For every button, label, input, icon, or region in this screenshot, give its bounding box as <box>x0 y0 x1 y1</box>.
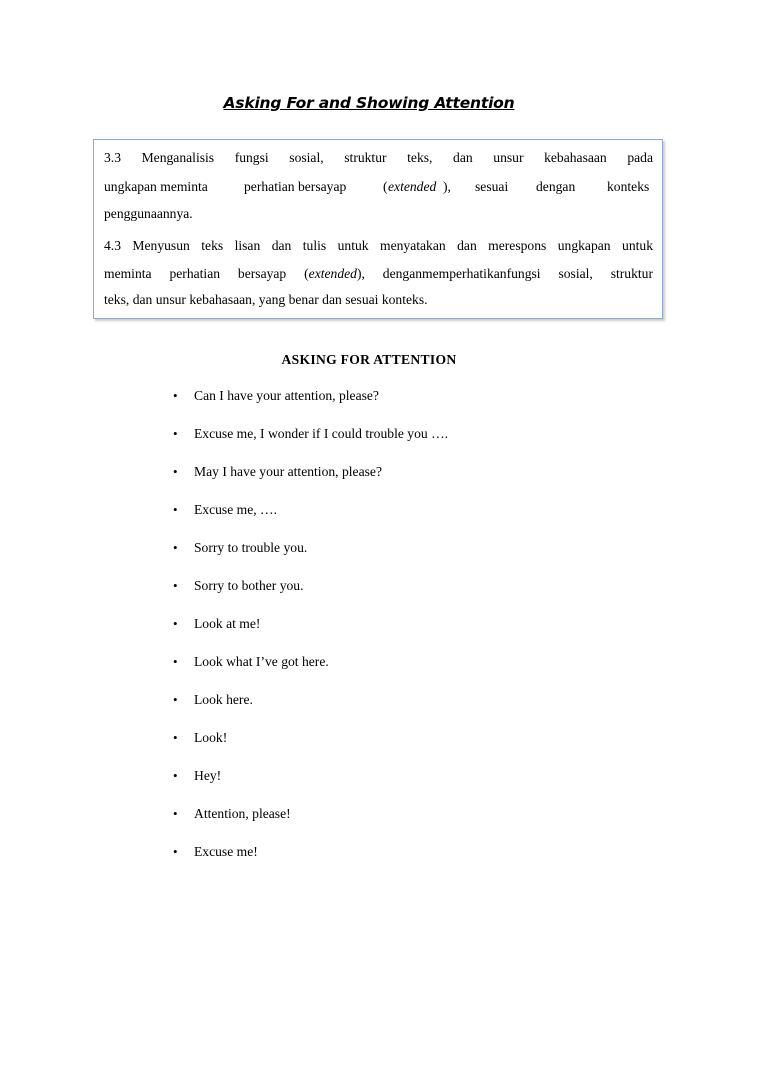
list-item-text: Look what I’ve got here. <box>194 654 329 669</box>
list-item-text: May I have your attention, please? <box>194 464 382 479</box>
kd-4-3-line-2-pre: meminta perhatian bersayap ( <box>104 266 309 281</box>
section-heading: ASKING FOR ATTENTION <box>281 352 457 367</box>
kd-3-3-line-2-konteks: konteks <box>607 179 650 194</box>
bullet-icon: • <box>173 388 178 403</box>
list-item <box>173 767 221 785</box>
list-item-text: Sorry to trouble you. <box>194 540 308 555</box>
list-item-text: Excuse me, …. <box>194 502 278 517</box>
list-item <box>173 501 277 519</box>
list-item <box>173 387 379 405</box>
list-item <box>173 615 260 633</box>
list-item-text: Sorry to bother you. <box>194 578 304 593</box>
list-item-text: Excuse me, I wonder if I could trouble you …. <box>194 426 449 441</box>
kd-3-3-line-2-sesuai: sesuai <box>475 179 509 194</box>
kd-3-3-line-2-b: perhatian bersayap <box>244 179 347 194</box>
kd-3-3-line-3: penggunaannya. <box>104 206 193 221</box>
list-item <box>173 691 253 709</box>
bullet-icon: • <box>173 616 178 631</box>
bullet-icon: • <box>173 768 178 783</box>
list-item <box>173 577 304 595</box>
list-item-text: Look! <box>194 730 228 745</box>
kd-3-3-line-2-a: ungkapan meminta <box>104 179 208 194</box>
bullet-icon: • <box>173 540 178 555</box>
bullet-icon: • <box>173 692 178 707</box>
bullet-icon: • <box>173 844 178 859</box>
list-item <box>173 653 329 671</box>
kd-4-3-line-2 <box>104 266 653 282</box>
list-item <box>173 539 307 557</box>
kd-3-3-line-2-dengan: dengan <box>536 179 576 194</box>
kd-4-3-line-2-extended: extended <box>308 266 357 281</box>
list-item-text: Look here. <box>194 692 253 707</box>
list-item-text: Can I have your attention, please? <box>194 388 379 403</box>
kd-4-3-line-1: 4.3 Menyusun teks lisan dan tulis untuk menyatakan dan merespons ungkapan untuk <box>104 238 653 253</box>
bullet-icon: • <box>173 464 178 479</box>
kd-3-3-line-2-paren-open: ( <box>383 179 388 194</box>
bullet-icon: • <box>173 730 178 745</box>
list-item-text: Hey! <box>194 768 222 783</box>
bullet-icon: • <box>173 654 178 669</box>
list-item-text: Attention, please! <box>194 806 291 821</box>
bullet-icon: • <box>173 502 178 517</box>
list-item <box>173 843 258 861</box>
bullet-icon: • <box>173 426 178 441</box>
document-title: Asking For and Showing Attention <box>223 94 515 112</box>
kd-4-3-line-2-post: ), denganmemperhatikanfungsi sosial, struktur <box>356 266 654 281</box>
bullet-icon: • <box>173 578 178 593</box>
kd-3-3-line-1: 3.3 Menganalisis fungsi sosial, struktur teks, dan unsur kebahasaan pada <box>104 150 653 165</box>
list-item <box>173 805 291 823</box>
bullet-icon: • <box>173 806 178 821</box>
list-item <box>173 463 382 481</box>
kd-3-3-line-2-extended: extended <box>388 179 437 194</box>
list-item <box>173 729 227 747</box>
kd-3-3-line-2-paren-close: ), <box>443 179 451 194</box>
list-item <box>173 425 448 443</box>
list-item-text: Look at me! <box>194 616 261 631</box>
kd-4-3-line-3: teks, dan unsur kebahasaan, yang benar dan sesuai konteks. <box>104 292 428 307</box>
list-item-text: Excuse me! <box>194 844 258 859</box>
